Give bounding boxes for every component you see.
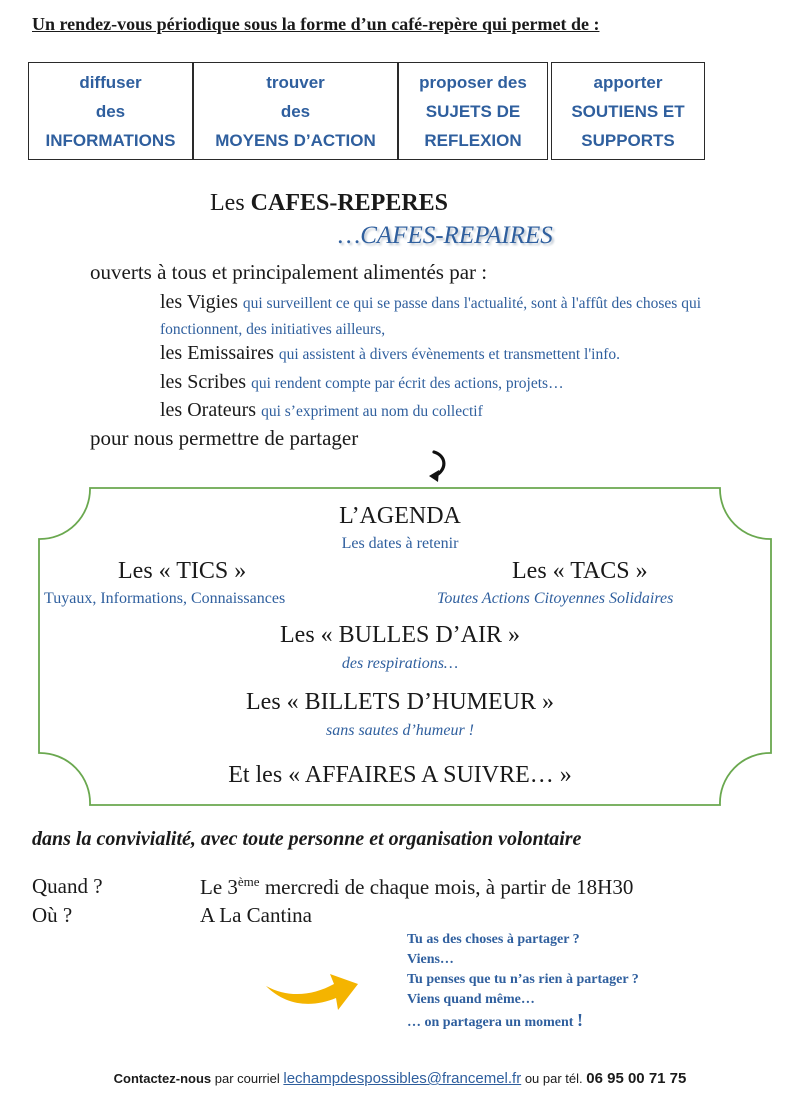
- box-line: SOUTIENS ET: [571, 102, 685, 121]
- box-soutiens-supports: [551, 62, 705, 160]
- tagline: dans la convivialité, avec toute personne et organisation volontaire: [32, 828, 582, 850]
- message-bang: !: [576, 1010, 583, 1030]
- role-orateurs: [160, 398, 770, 424]
- invitation-message: [407, 930, 639, 1033]
- yellow-arrow-icon: [262, 962, 362, 1018]
- agenda-title: L’AGENDA: [339, 503, 461, 529]
- message-line: [407, 1010, 639, 1033]
- billets-heading: Les « BILLETS D’HUMEUR »: [246, 689, 554, 715]
- box-line: diffuser: [79, 73, 142, 92]
- role-vigies: [160, 290, 770, 342]
- outro-text: pour nous permettre de partager: [90, 426, 359, 450]
- role-desc: qui rendent compte par écrit des actions, projets…: [251, 375, 564, 392]
- heading-reperes: CAFES-REPERES: [250, 190, 449, 216]
- role-desc: qui assistent à divers évènements et transmettent l'info.: [278, 346, 620, 363]
- role-name: les Vigies: [160, 291, 238, 313]
- where-label: Où ?: [32, 903, 73, 927]
- contact-mid: par courriel: [211, 1071, 284, 1086]
- tics-subtitle: Tuyaux, Informations, Connaissances: [44, 590, 286, 607]
- cafes-repairs-heading: …CAFES-REPAIRES: [338, 222, 553, 249]
- contact-line: [0, 1070, 800, 1087]
- curved-arrow-icon: [425, 448, 451, 484]
- box-line: trouver: [266, 73, 325, 92]
- box-moyens-action: [193, 62, 398, 160]
- message-text: … on partagera un moment: [407, 1015, 577, 1030]
- when-label: Quand ?: [32, 874, 103, 898]
- billets-subtitle: sans sautes d’humeur !: [326, 722, 474, 739]
- where-value: A La Cantina: [200, 903, 312, 927]
- message-line: Viens quand même…: [407, 992, 535, 1007]
- role-name: les Emissaires: [160, 342, 274, 364]
- box-line: REFLEXION: [424, 131, 522, 150]
- tacs-heading: Les « TACS »: [512, 558, 648, 584]
- tics-heading: Les « TICS »: [118, 558, 247, 584]
- box-informations: [28, 62, 193, 160]
- agenda-subtitle: Les dates à retenir: [341, 535, 459, 552]
- contact-lead: Contactez-nous: [113, 1071, 212, 1086]
- box-sujets-reflexion: [398, 62, 548, 160]
- role-name: les Orateurs: [160, 399, 257, 421]
- cafes-reperes-heading: [210, 190, 448, 217]
- box-line: MOYENS D’ACTION: [215, 131, 376, 150]
- when-value: [200, 874, 633, 900]
- box-line: des: [95, 102, 126, 121]
- when-sup: ème: [237, 874, 260, 889]
- role-desc: qui surveillent ce qui se passe dans l'actualité, sont à l'affût des choses qui fonctionnent, des initiatives ailleurs,: [160, 295, 702, 338]
- box-line: des: [280, 102, 311, 121]
- box-line: SUJETS DE: [425, 102, 521, 121]
- role-scribes: [160, 370, 770, 396]
- box-line: SUPPORTS: [581, 131, 675, 150]
- when-pre: Le 3: [200, 875, 238, 899]
- role-desc: qui s’expriment au nom du collectif: [261, 403, 483, 420]
- intro-text: ouverts à tous et principalement alimentés par :: [90, 260, 488, 284]
- bulles-heading: Les « BULLES D’AIR »: [280, 622, 520, 648]
- page-title: Un rendez-vous périodique sous la forme d’un café-repère qui permet de :: [32, 14, 600, 34]
- box-line: INFORMATIONS: [45, 131, 176, 150]
- box-line: apporter: [593, 73, 663, 92]
- tacs-subtitle: Toutes Actions Citoyennes Solidaires: [437, 590, 674, 607]
- message-line: Tu as des choses à partager ?: [407, 932, 580, 947]
- bulles-subtitle: des respirations…: [341, 655, 459, 672]
- role-emissaires: [160, 341, 770, 367]
- when-post: mercredi de chaque mois, à partir de 18H30: [259, 875, 634, 899]
- contact-phone: 06 95 00 71 75: [586, 1070, 687, 1087]
- affaires-heading: Et les « AFFAIRES A SUIVRE… »: [228, 762, 572, 788]
- message-line: Tu penses que tu n’as rien à partager ?: [407, 972, 639, 987]
- contact-tail: ou par tél.: [521, 1071, 587, 1086]
- heading-les: Les: [210, 190, 245, 216]
- role-name: les Scribes: [160, 371, 247, 393]
- box-line: proposer des: [419, 73, 527, 92]
- contact-email-link[interactable]: lechampdespossibles@francemel.fr: [283, 1070, 522, 1087]
- message-line: Viens…: [407, 952, 454, 967]
